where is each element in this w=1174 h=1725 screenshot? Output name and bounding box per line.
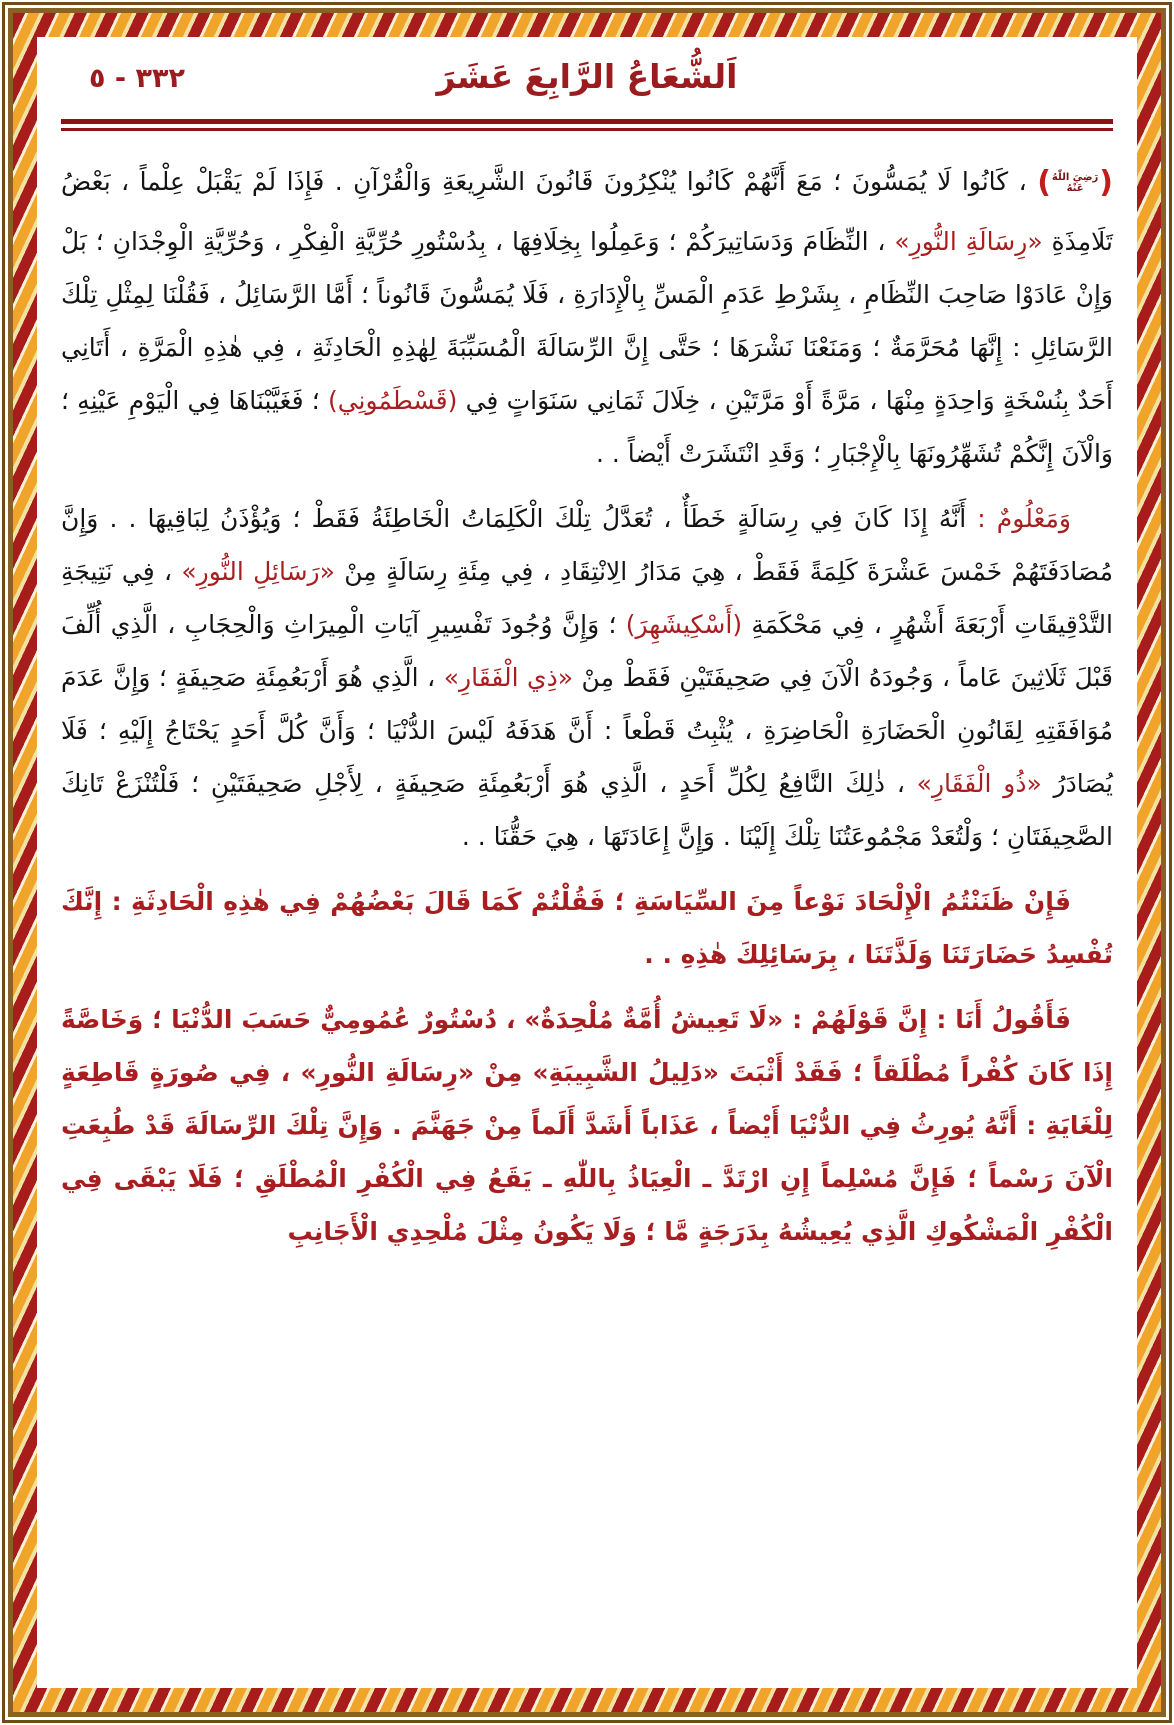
page-header (61, 57, 1113, 115)
text-segment: ، فِي نَتِيجَةِ التَّدْقِيقَاتِ أَرْبَعَةَ أَشْهُرٍ ، فِي مَحْكَمَةِ (61, 556, 1113, 639)
page-content (37, 37, 1137, 1688)
text-segment: ، ذٰلِكَ النَّافِعُ لِكُلِّ أَحَدٍ ، الَّذِي هُوَ أَرْبَعُمِئَةِ صَحِيفَةٍ ، لِأَجْلِ صَحِيفَتَيْنِ ؛ فَلْتُنْزَعْ تَانِكَ الصَّحِيفَتَانِ ؛ وَلْتُعَدْ مَجْمُوعَتُنَا تِلْكَ إِلَيْنَا . وَإِنَّ إِعَادَتَهَا ، هِيَ حَقُّنَا . . (61, 768, 1113, 851)
paragraph (61, 151, 1113, 480)
radi-allahu-anhu-ligature: ( رَضِيَ اللّٰهُ عَنْهُ ) (1037, 165, 1113, 200)
text-segment: ؛ وَإِنَّ وُجُودَ تَفْسِيرِ آيَاتِ الْمِيرَاثِ وَالْحِجَابِ ، الَّذِي أُلِّفَ قَبْلَ ثَلَاثِينَ عَاماً ، وَجُودَهُ الْآنَ فِي صَحِيفَتَيْنِ فَقَطْ مِنْ (61, 609, 1113, 692)
text-segment: «ذِي الْفَقَارِ» (443, 662, 574, 692)
page-title: اَلشُّعَاعُ الرَّابِعَ عَشَرَ (436, 57, 738, 96)
page-number: ٣٣٢ - ٥ (89, 63, 185, 94)
header-divider-double-rule (61, 119, 1113, 131)
text-segment: ، النِّظَامَ وَدَسَاتِيرَكُمْ ؛ وَعَمِلُوا بِخِلَافِهَا ، بِدُسْتُورِ حُرِّيَّةِ الْفِكْرِ ، وَحُرِّيَّةِ الْوِجْدَانِ ؛ بَلْ وَإِنْ عَادَوْا صَاحِبَ النِّظَامِ ، بِشَرْطِ عَدَمِ الْمَسِّ بِالْإِدَارَةِ ، فَلَا يُمَسُّونَ قَانُوناً ؛ أَمَّا الرَّسَائِلُ ، فَقُلْنَا لِمِثْلِ تِلْكَ الرَّسَائِلِ : إِنَّهَا مُحَرَّمَةٌ ؛ وَمَنَعْنَا نَشْرَهَا ؛ حَتَّى إِنَّ الرِّسَالَةَ الْمُسَبِّبَةَ لِهٰذِهِ الْحَادِثَةِ ، فِي هٰذِهِ الْمَرَّةِ ، أَتَانِي أَحَدٌ بِنُسْخَةٍ وَاحِدَةٍ مِنْهَا ، مَرَّةً أَوْ مَرَّتَيْنِ ، خِلَالَ ثَمَانِي سَنَوَاتٍ فِي (61, 226, 1113, 415)
text-segment: ، الَّذِي هُوَ أَرْبَعُمِئَةِ صَحِيفَةٍ ؛ وَإِنَّ عَدَمَ مُوَافَقَتِهِ لِقَانُونِ الْحَضَارَةِ الْحَاضِرَةِ ، يُثْبِتُ قَطْعاً : أَنَّ هَدَفَهُ لَيْسَ الدُّنْيَا ؛ وَأَنَّ كُلَّ أَحَدٍ يَحْتَاجُ إِلَيْهِ ؛ فَلَا يُصَادَرُ (61, 662, 1113, 798)
paragraph (61, 492, 1113, 863)
text-segment: (قَسْطَمُونِي) (327, 385, 458, 415)
text-segment: أَنَّهُ إِذَا كَانَ فِي رِسَالَةٍ خَطَأٌ ، تُعَدَّلُ تِلْكَ الْكَلِمَاتُ الْخَاطِئَةُ فَقَطْ ؛ وَيُؤْذَنُ لِبَاقِيهَا . . وَإِنَّ مُصَادَفَتَهُمْ خَمْسَ عَشْرَةَ كَلِمَةً فَقَطْ ، هِيَ مَدَارُ الِانْتِقَادِ ، فِي مِئَةِ رِسَالَةٍ مِنْ (61, 503, 1113, 586)
paragraph (61, 875, 1113, 981)
paragraph (61, 993, 1113, 1258)
text-segment: وَمَعْلُومٌ : (966, 503, 1071, 533)
document-body (61, 151, 1113, 1258)
text-segment: ، كَانُوا لَا يُمَسُّونَ ؛ مَعَ أَنَّهُمْ كَانُوا يُنْكِرُونَ قَانُونَ الشَّرِيعَةِ وَالْقُرْآنِ . فَإِذَا لَمْ يَقْبَلْ عِلْماً ، بَعْضُ تَلَامِذَةِ (61, 166, 1113, 256)
text-segment: فَأَقُولُ أَنَا : إِنَّ قَوْلَهُمْ : «لَا تَعِيشُ أُمَّةٌ مُلْحِدَةٌ» ، دُسْتُورٌ عُمُومِيٌّ حَسَبَ الدُّنْيَا ؛ وَخَاصَّةً إِذَا كَانَ كُفْراً مُطْلَقاً ؛ فَقَدْ أَثْبَتَ «دَلِيلُ الشَّبِيبَةِ» مِنْ «رِسَالَةِ النُّورِ» ، فِي صُورَةٍ قَاطِعَةٍ لِلْغَايَةِ : أَنَّهُ يُورِثُ فِي الدُّنْيَا أَيْضاً ، عَذَاباً أَشَدَّ أَلَماً مِنْ جَهَنَّمَ . وَإِنَّ تِلْكَ الرِّسَالَةَ قَدْ طُبِعَتِ الْآنَ رَسْماً ؛ فَإِنَّ مُسْلِماً إِنِ ارْتَدَّ ـ الْعِيَاذُ بِاللّٰهِ ـ يَقَعُ فِي الْكُفْرِ الْمُطْلَقِ ؛ فَلَا يَبْقَى فِي الْكُفْرِ الْمَشْكُوكِ الَّذِي يُعِيشُهُ بِدَرَجَةٍ مَّا ؛ وَلَا يَكُونُ مِثْلَ مُلْحِدِي الْأَجَانِبِ (61, 1004, 1113, 1246)
text-segment: «رِسَالَةِ النُّورِ» (894, 226, 1043, 256)
text-segment: «رَسَائِلِ النُّورِ» (181, 556, 335, 586)
text-segment: فَإِنْ ظَنَنْتُمُ الْإِلْحَادَ نَوْعاً مِنَ السِّيَاسَةِ ؛ فَقُلْتُمْ كَمَا قَالَ بَعْضُهُمْ فِي هٰذِهِ الْحَادِثَةِ : إِنَّكَ تُفْسِدُ حَضَارَتَنَا وَلَذَّتَنَا ، بِرَسَائِلِكَ هٰذِهِ . . (61, 886, 1113, 969)
text-segment: ؛ فَغَيَّبْنَاهَا فِي الْيَوْمِ عَيْنِهِ ؛ وَالْآنَ إِنَّكُمْ تُشَهِّرُونَهَا بِالْإِجْبَارِ ؛ وَقَدِ انْتَشَرَتْ أَيْضاً . . (61, 385, 1113, 468)
text-segment: (أَسْكِيشَهِرَ) (625, 609, 743, 639)
text-segment: «ذُو الْفَقَارِ» (916, 768, 1042, 798)
